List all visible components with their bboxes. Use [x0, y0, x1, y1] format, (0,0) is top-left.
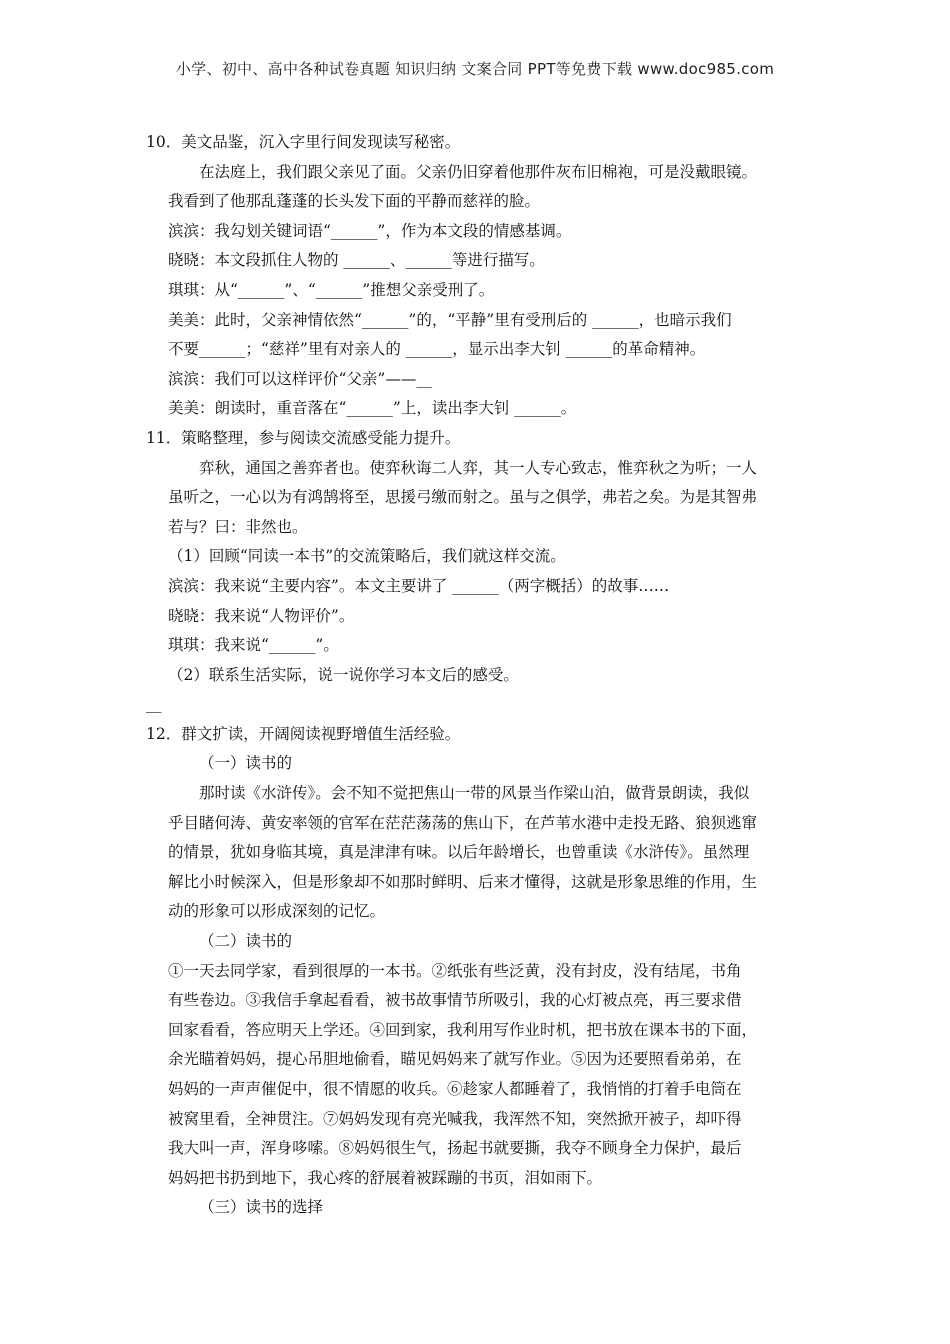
q11-part-2: （2）联系生活实际，说一说你学习本文后的感受。: [168, 665, 519, 684]
q12-sec1-line: 动的形象可以形成深刻的记忆。: [168, 902, 386, 921]
q12-sec2-line: 有些卷边。③我信手拿起看看，被书故事情节所吸引，我的心灯被点亮，再三要求借: [168, 991, 742, 1010]
q12-sec1-line: 那时读《水浒传》。会不知不觉把焦山一带的风景当作梁山泊，做背景朗读，我似: [199, 784, 750, 803]
q10-dialog-line: 琪琪：从“______”、“______”推想父亲受刑了。: [168, 280, 495, 299]
q10-dialog-line: 美美：朗读时，重音落在“______”上，读出李大钊 ______。: [168, 399, 577, 418]
q12-sec1-line: 乎目睹何涛、黄安率领的官军在茫茫荡荡的焦山下，在芦苇水港中走投无路、狼狈逃窜: [168, 813, 758, 832]
document-body: [146, 128, 816, 1223]
question-12-title: 12．群文扩读，开阔阅读视野增值生活经验。: [146, 724, 461, 743]
q12-section-2-heading: （二）读书的: [199, 932, 293, 951]
q12-sec2-line: 我大叫一声，浑身哆嗦。⑧妈妈很生气，扬起书就要撕，我夺不顾身全力保护，最后: [168, 1139, 742, 1158]
q12-sec1-line: 解比小时候深入，但是形象却不如那时鲜明、后来才懂得，这就是形象思维的作用，生: [168, 872, 758, 891]
q11-dialog-line: 琪琪：我来说“______”。: [168, 636, 339, 655]
q11-passage-line: 若与？曰：非然也。: [168, 517, 308, 536]
q11-dialog-line: 滨滨：我来说“主要内容”。本文主要讲了 ______（两字概括）的故事……: [168, 576, 670, 595]
q12-sec2-line: ①一天去同学家，看到很厚的一本书。②纸张有些泛黄，没有封皮，没有结尾，书角: [168, 961, 742, 980]
question-10-title: 10．美文品鉴，沉入字里行间发现读写秘密。: [146, 133, 461, 151]
q11-passage-line: 虽听之，一心以为有鸿鹄将至，思援弓缴而射之。虽与之俱学，弗若之矣。为是其智弗: [168, 488, 758, 507]
q10-dialog-line: 美美：此时，父亲神情依然“______”的，“平静”里有受刑后的 ______，也暗示我们: [168, 310, 732, 329]
q11-dialog-line: 晓晓：我来说“人物评价”。: [168, 606, 355, 625]
question-11-title: 11．策略整理，参与阅读交流感受能力提升。: [146, 428, 461, 447]
q11-passage-line: 弈秋，通国之善弈者也。使弈秋诲二人弈，其一人专心致志，惟弈秋之为听；一人: [199, 458, 758, 477]
q10-dialog-line: 滨滨：我勾划关键词语“______”，作为本文段的情感基调。: [168, 221, 572, 240]
q12-sec2-line: 被窝里看，全神贯注。⑦妈妈发现有亮光喊我，我浑然不知，突然掀开被子，却吓得: [168, 1109, 742, 1128]
q12-sec2-line: 回家看看，答应明天上学还。④回到家，我利用写作业时机，把书放在课本书的下面，: [168, 1020, 758, 1039]
q11-answer-blank: __: [146, 695, 162, 714]
q12-sec2-line: 余光瞄着妈妈，提心吊胆地偷看，瞄见妈妈来了就写作业。⑤因为还要照看弟弟，在: [168, 1050, 742, 1069]
q12-sec2-line: 妈妈把书扔到地下，我心疼的舒展着被踩蹦的书页，泪如雨下。: [168, 1168, 603, 1187]
q10-dialog-line: 不要______；“慈祥”里有对亲人的 ______，显示出李大钊 ______的革命精神。: [168, 340, 706, 359]
q11-part-1: （1）回顾“同读一本书”的交流策略后，我们就这样交流。: [168, 547, 566, 566]
q10-passage-line: 在法庭上，我们跟父亲见了面。父亲仍旧穿着他那件灰布旧棉袍，可是没戴眼镜。: [199, 162, 758, 181]
q12-sec1-line: 的情景，犹如身临其境，真是津津有味。以后年龄增长，也曾重读《水浒传》。虽然理: [168, 843, 750, 862]
page-header: 小学、初中、高中各种试卷真题 知识归纳 文案合同 PPT等免费下载 www.doc985.com: [175, 60, 775, 78]
q10-dialog-line: 滨滨：我们可以这样评价“父亲”——__: [168, 369, 432, 388]
q12-sec2-line: 妈妈的一声声催促中，很不情愿的收兵。⑥趁家人都睡着了，我悄悄的打着手电筒在: [168, 1080, 742, 1098]
q12-section-1-heading: （一）读书的: [199, 754, 293, 773]
q10-passage-line: 我看到了他那乱蓬蓬的长头发下面的平静而慈祥的脸。: [168, 192, 541, 211]
q10-dialog-line: 晓晓：本文段抓住人物的 ______、______等进行描写。: [168, 251, 545, 270]
q12-section-3-heading: （三）读书的选择: [199, 1198, 324, 1217]
